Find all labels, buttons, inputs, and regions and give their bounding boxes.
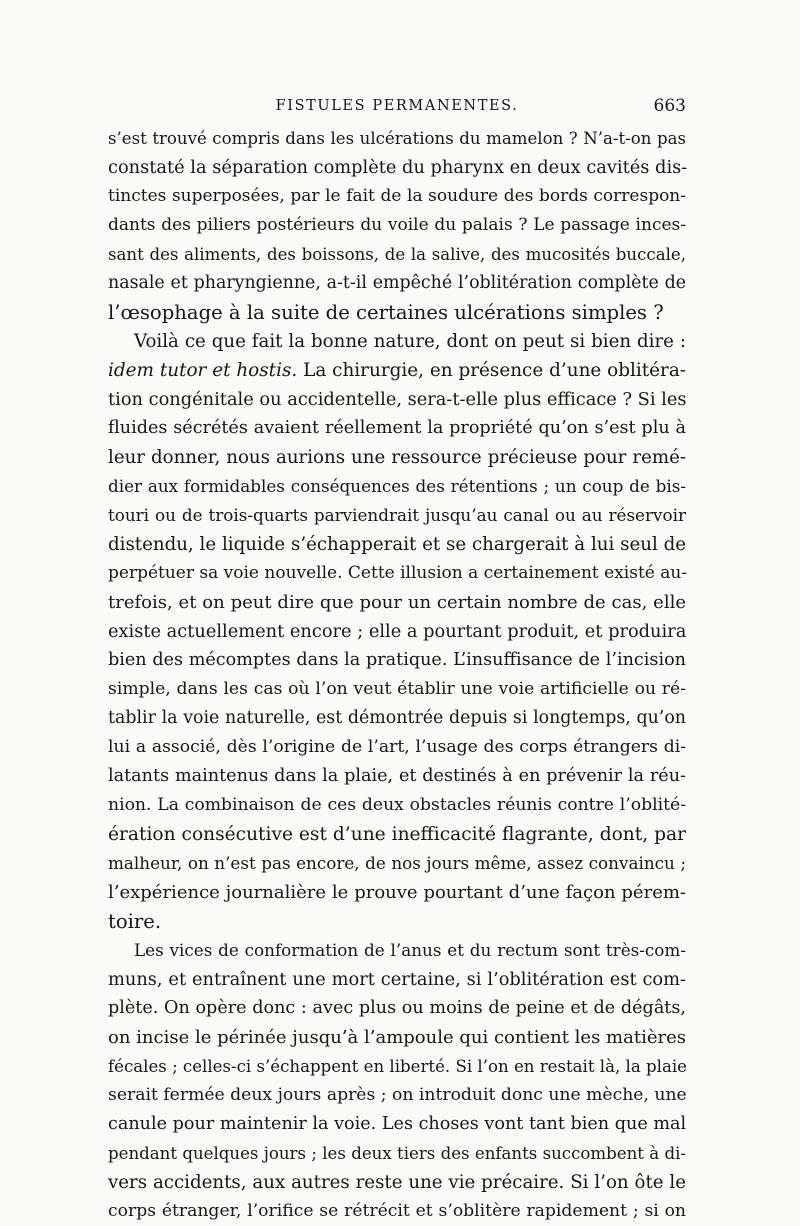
text-line: fluides sécrétés avaient réellement la propriété qu’on s’est plu à [108,418,686,438]
text-line: l’expérience journalière le prouve pourtant d’une façon pérem- [108,882,686,903]
text-line: bien des mécomptes dans la pratique. L’insuffisance de l’incision [108,650,686,670]
text-line: simple, dans les cas où l’on veut établir une voie artificielle ou ré- [108,679,686,699]
text-line: nasale et pharyngienne, a-t-il empêché l’oblitération complète de [108,273,686,293]
text-line: plète. On opère donc : avec plus ou moins de peine et de dégâts, [108,998,686,1018]
text-line: Voilà ce que fait la bonne nature, dont on peut si bien dire : [134,331,686,352]
text-line: perpétuer sa voie nouvelle. Cette illusion a certainement existé au- [108,563,688,583]
text-line: dants des piliers postérieurs du voile du palais ? Le passage inces- [108,215,686,235]
text-line: nion. La combinaison de ces deux obstacles réunis contre l’oblité- [108,795,686,815]
page-header [108,94,686,124]
text-line: canule pour maintenir la voie. Les choses vont tant bien que mal [108,1114,687,1134]
text-line: dier aux formidables conséquences des rétentions ; un coup de bis- [108,476,686,496]
paragraph [108,327,686,936]
text-line: tion congénitale ou accidentelle, sera-t-elle plus efficace ? Si les [108,389,687,410]
text-line: trefois, et on peut dire que pour un certain nombre de cas, elle [108,592,686,613]
text-line: idem tutor et hostis. La chirurgie, en présence d’une oblitéra- [108,360,687,381]
text-line: toire. [108,910,162,933]
text-line: Les vices de conformation de l’anus et du rectum sont très-com- [134,940,686,960]
text-line: ération consécutive est d’une inefficacité flagrante, dont, par [108,824,686,845]
text-line: serait fermée deux jours après ; on introduit donc une mèche, une [108,1085,687,1105]
text-line: existe actuellement encore ; elle a pourtant produit, et produira [108,621,687,642]
text-line: pendant quelques jours ; les deux tiers des enfants succombent à di- [108,1144,686,1163]
text-line: constaté la séparation complète du pharynx en deux cavités dis- [108,157,688,178]
text-line: malheur, on n’est pas encore, de nos jours même, assez convaincu ; [108,853,686,873]
text-line: sant des aliments, des boissons, de la salive, des mucosités buccale, [108,245,686,264]
text-line: latants maintenus dans la plaie, et destinés à en prévenir la réu- [108,766,686,786]
latin-phrase: idem tutor et hostis. [108,360,298,381]
running-title: FISTULES PERMANENTES. [275,98,519,114]
text-line: on incise le périnée jusqu’à l’ampoule qui contient les matières [108,1027,686,1048]
page-number: 663 [653,96,686,116]
paragraph [108,936,686,1226]
text-line: tablir la voie naturelle, est démontrée depuis si longtemps, qu’on [108,708,686,728]
text-line: fécales ; celles-ci s’échappent en liberté. Si l’on en restait là, la plaie [108,1057,687,1076]
text-line: leur donner, nous aurions une ressource précieuse pour remé- [108,447,686,468]
body-text [108,124,686,1226]
text-line: muns, et entraînent une mort certaine, si l’oblitération est com- [108,969,686,990]
text-line: vers accidents, aux autres reste une vie précaire. Si l’on ôte le [108,1172,686,1193]
text-line: s’est trouvé compris dans les ulcérations du mamelon ? N’a-t-on pas [108,129,686,148]
text-line: tinctes superposées, par le fait de la soudure des bords correspon- [108,186,686,206]
text-line: corps étranger, l’orifice se rétrécit et s’oblitère rapidement ; si on [108,1201,686,1221]
text-line: distendu, le liquide s’échapperait et se chargerait à lui seul de [108,534,686,555]
text-line: touri ou de trois-quarts parviendrait jusqu’au canal ou au réservoir [108,505,686,525]
paragraph [108,124,686,327]
text-line: lui a associé, dès l’origine de l’art, l’usage des corps étrangers di- [108,737,686,757]
text-line: l’œsophage à la suite de certaines ulcérations simples ? [108,301,664,324]
